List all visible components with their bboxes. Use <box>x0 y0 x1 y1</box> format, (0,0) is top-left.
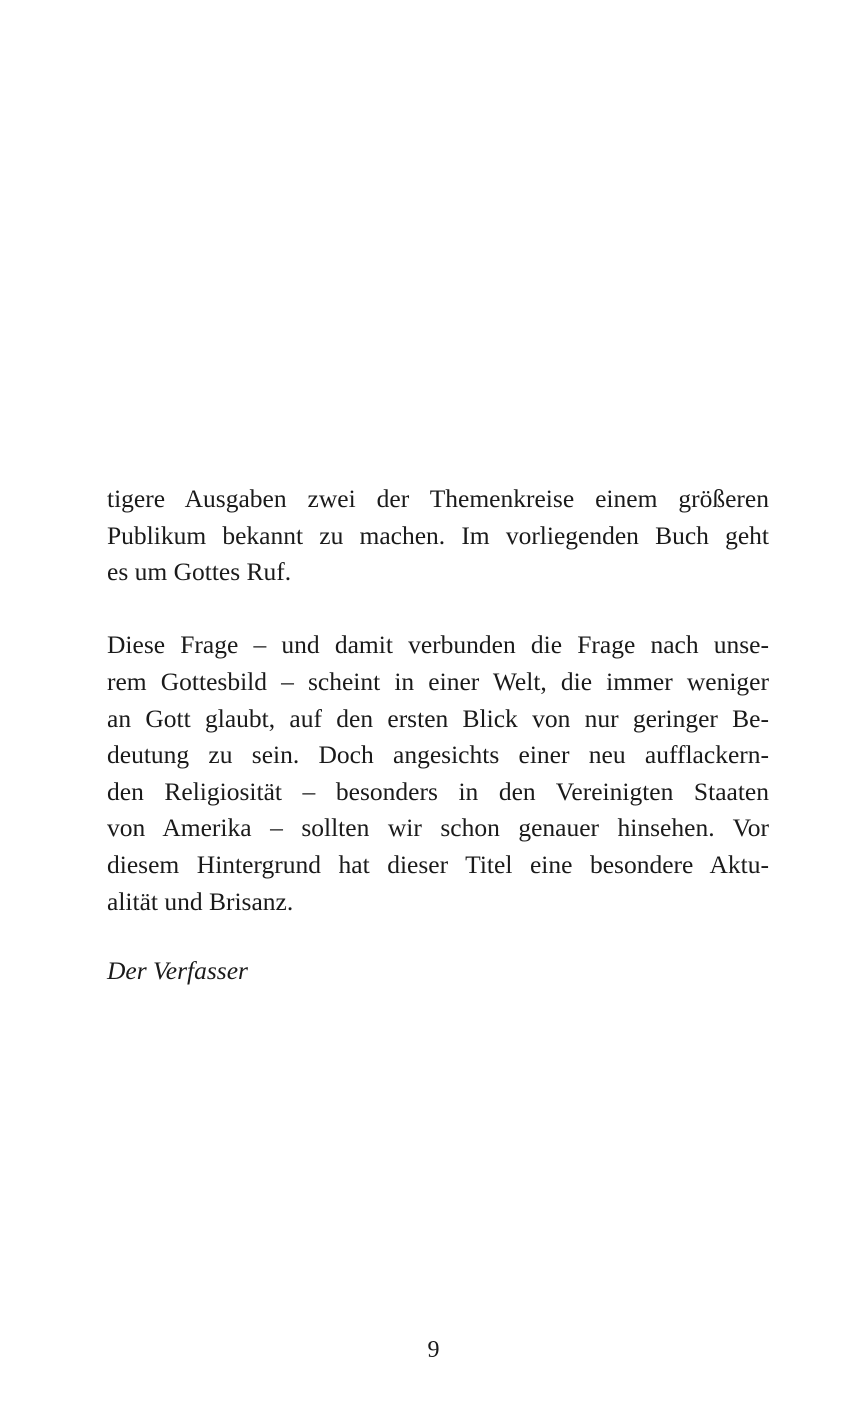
text-line: es um Gottes Ruf. <box>107 557 292 587</box>
author-signature: Der Verfasser <box>107 956 248 985</box>
text-line: an Gott glaubt, auf den ersten Blick von nur geringer Be- <box>107 703 769 733</box>
text-line: deutung zu sein. Doch angesichts einer neu aufflackern- <box>107 740 769 770</box>
text-line: alität und Brisanz. <box>107 886 294 916</box>
page-number: 9 <box>427 1337 440 1363</box>
text-line: Diese Frage – und damit verbunden die Frage nach unse- <box>107 630 769 660</box>
text-line: den Religiosität – besonders in den Vereinigten Staaten <box>107 776 769 806</box>
paragraph-spacer <box>107 591 769 628</box>
paragraph <box>107 627 769 920</box>
text-line: Publikum bekannt zu machen. Im vorliegenden Buch geht <box>107 520 769 550</box>
text-line: rem Gottesbild – scheint in einer Welt, die immer weniger <box>107 666 769 696</box>
text-line: von Amerika – sollten wir schon genauer hinsehen. Vor <box>107 813 769 843</box>
text-line: diesem Hintergrund hat dieser Titel eine besondere Aktu- <box>107 849 769 879</box>
text-line: tigere Ausgaben zwei der Themenkreise einem größeren <box>107 484 769 513</box>
body-text <box>107 481 769 920</box>
paragraph <box>107 481 769 591</box>
